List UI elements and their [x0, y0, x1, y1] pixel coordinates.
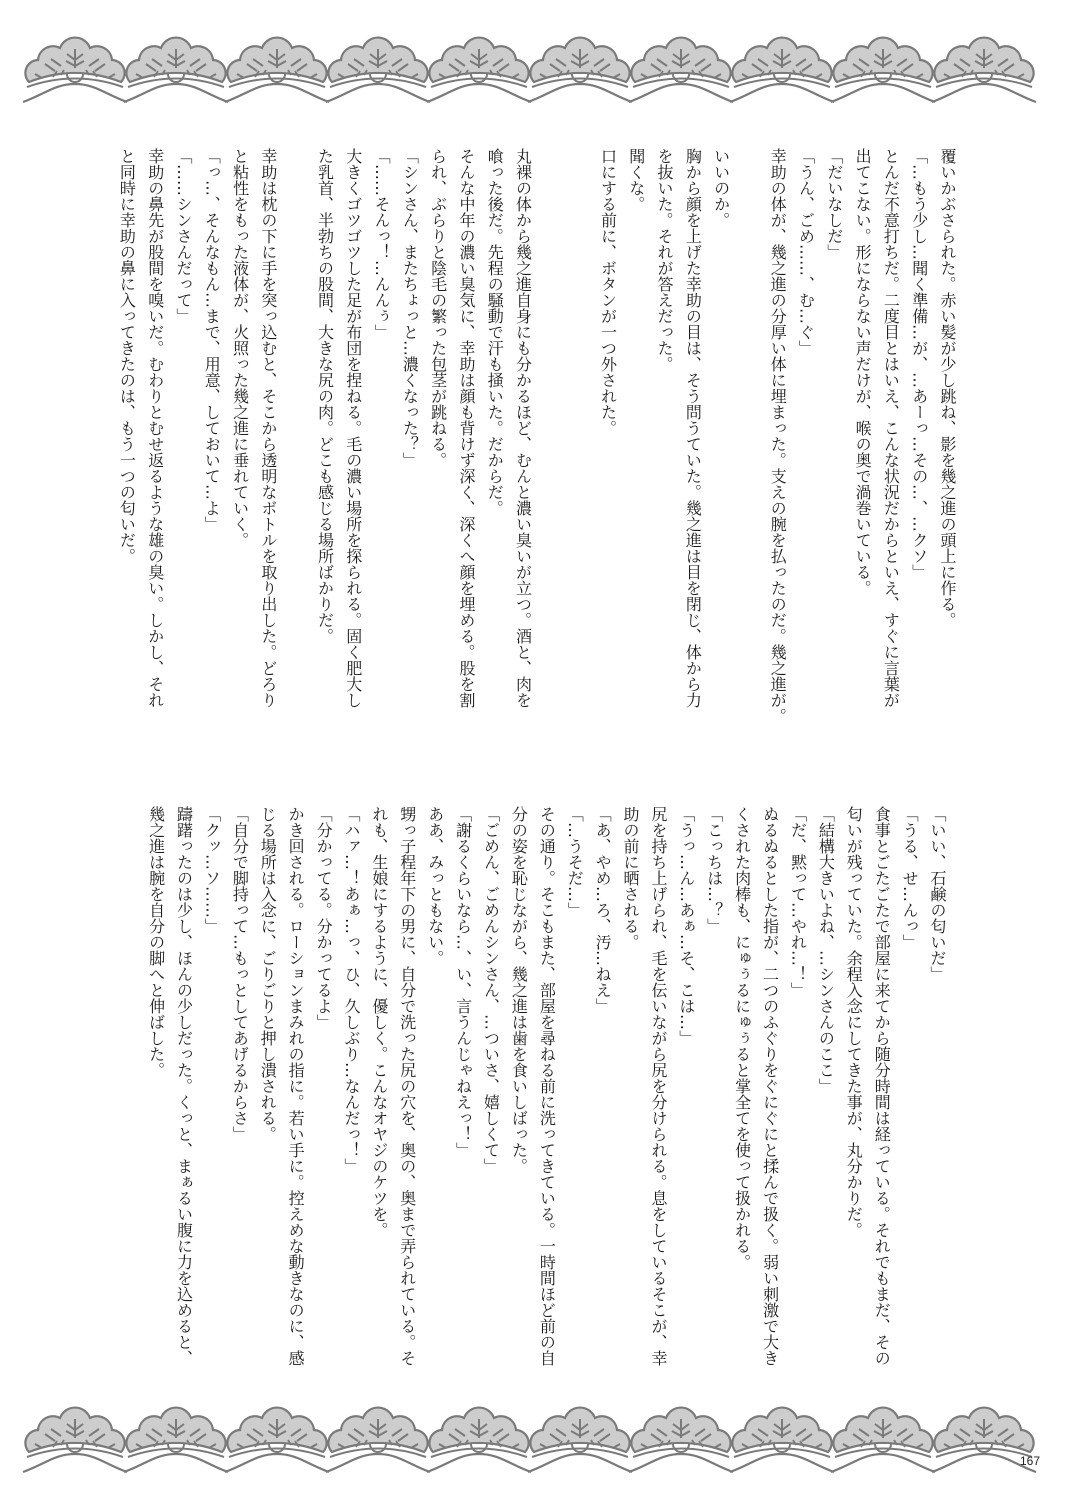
text-line: 出てこない。形にならない声だけが、喉の奥で渦巻いている。: [853, 148, 873, 596]
pine-wave-icon: [23, 1408, 127, 1472]
text-line: 「…うそだ…」: [565, 806, 585, 918]
text-line: 覆いかぶさられた。赤い髪が少し跳ね、影を幾之進の頭上に作る。: [938, 148, 957, 628]
text-line: 「ハァ…！あぁ…っ、ひ、久しぶり…なんだっ！」: [341, 806, 361, 1174]
text-line: 「っ…、そんなもん…まで、用意、しておいて…よ」: [202, 148, 222, 532]
pine-wave-icon: [23, 38, 127, 102]
text-tier-upper: [112, 148, 961, 724]
text-line: 「……シンさんだって」: [173, 148, 193, 324]
pine-wave-icon: [427, 1408, 531, 1472]
text-line: 「うん、ごめ……、む…ぐ」: [796, 148, 816, 356]
pine-wave-icon: [831, 1408, 935, 1472]
text-line: と粘性をもった液体が、火照った幾之進に垂れていく。: [230, 148, 250, 548]
text-line: 口にする前に、ボタンが一つ外された。: [598, 148, 618, 436]
pine-wave-ornament-bottom: [0, 1400, 1065, 1480]
text-tier-lower: [142, 806, 951, 1376]
text-line: 幸助の鼻先が股間を嗅いだ。むわりとむせ返るような雄の臭い。しかし、それ: [145, 148, 165, 708]
pine-wave-icon: [730, 38, 834, 102]
text-line: 丸裸の体から幾之進自身にも分かるほど、むんと濃い臭いが立つ。酒と、肉を: [513, 148, 533, 708]
text-line: 「結構大きいよね、…シンさんのここ」: [816, 806, 836, 1094]
text-line: [565, 148, 593, 718]
pine-wave-icon: [427, 38, 531, 102]
text-line: 躊躇ったのは少し、ほんの少しだった。くっと、まぁるい腹に力を込めると、: [174, 806, 194, 1366]
text-line: 「謝るくらいなら…、い、言うんじゃねえっ！」: [453, 806, 473, 1158]
text-line: 喰った後だ。先程の騒動で汗も掻いた。だからだ。: [485, 148, 505, 516]
text-line: 「……そんっ！…んんぅ」: [372, 148, 392, 340]
text-line: 「…もう少し…聞く準備…が、…あーっ…その…、…クソ」: [909, 148, 929, 580]
text-line: 聞くな。: [626, 148, 646, 212]
text-line: [537, 148, 565, 718]
text-line: 大きくゴツゴツした足が布団を捏ねる。毛の濃い場所を探られる。固く肥大し: [343, 148, 363, 708]
text-line: 尻を持ち上げられ、毛を伝いながら尻を分けられる。息をしているそこが、幸: [648, 806, 668, 1366]
text-line: 「クッ…ソ……」: [202, 806, 222, 934]
text-line: 匂いが残っていた。余程入念にしてきた事が、丸分かりだ。: [844, 806, 864, 1238]
text-line: 幸助は枕の下に手を突っ込むと、そこから透明なボトルを取り出した。どろり: [258, 148, 278, 708]
pine-wave-icon: [831, 38, 935, 102]
pine-wave-icon: [528, 1408, 632, 1472]
text-line: [735, 148, 763, 718]
pine-wave-icon: [225, 1408, 329, 1472]
pine-wave-icon: [124, 38, 228, 102]
text-line: 「自分で脚持って…もっとしてあげるからさ」: [230, 806, 250, 1142]
pine-wave-icon: [124, 1408, 228, 1472]
text-line: 「うっ…ん…あぁ…そ、こは…」: [676, 806, 696, 1046]
pine-wave-icon: [326, 38, 430, 102]
text-line: 「あ、やめ…ろ、汚…ねえ」: [593, 806, 613, 1014]
pine-wave-icon: [730, 1408, 834, 1472]
text-line: そんな中年の濃い臭気に、幸助は顔も背けず深く、深くへ顔を埋める。股を割: [456, 148, 476, 708]
text-line: とんだ不意打ちだ。二度目とはいえ、こんな状況だからといえ、すぐに言葉が: [881, 148, 901, 708]
text-line: 「こっちは…？」: [704, 806, 724, 934]
text-line: た乳首、半勃ちの股間、大きな尻の肉。どこも感じる場所ばかりだ。: [315, 148, 335, 644]
text-line: 甥っ子程年下の男に、自分で洗った尻の穴を、奥の、奥まで弄られている。そ: [397, 806, 417, 1366]
text-line: 分の姿を恥じながら、幾之進は歯を食いしばった。: [509, 806, 529, 1174]
pine-wave-icon: [932, 38, 1036, 102]
text-line: と同時に幸助の鼻に入ってきたのは、もう一つの匂いだ。: [117, 148, 137, 564]
text-line: [282, 148, 310, 718]
text-line: 胸から顔を上げた幸助の目は、そう問うていた。幾之進は目を閉じ、体から力: [683, 148, 703, 708]
text-line: 「いい、石鹸の匂いだ」: [928, 806, 947, 982]
page-number: 167: [1020, 1454, 1041, 1468]
text-line: 「だいなしだ」: [824, 148, 844, 260]
text-line: 幾之進は腕を自分の脚へと伸ばした。: [146, 806, 166, 1078]
text-line: を抜いた。それが答えだった。: [655, 148, 675, 372]
pine-wave-icon: [326, 1408, 430, 1472]
text-line: いいのか。: [711, 148, 731, 228]
text-line: ぬるぬるとした指が、二つのふぐりをぐにぐにと揉んで扱く。弱い刺激で大き: [760, 806, 780, 1366]
text-line: 「分かってる。分かってるよ」: [314, 806, 334, 1030]
pine-wave-icon: [629, 38, 733, 102]
text-line: られ、ぶらりと陰毛の繁った包茎が跳ねる。: [428, 148, 448, 468]
pine-wave-icon: [629, 1408, 733, 1472]
text-line: 食事とごたごたで部屋に来てから随分時間は経っている。それでもまだ、その: [872, 806, 892, 1366]
text-line: 「だ、黙って…やれ…！」: [788, 806, 808, 998]
text-line: 「うる、せ…んっ」: [900, 806, 920, 950]
text-line: くされた肉棒も、にゅぅるにゅぅると掌全てを使って扱かれる。: [732, 806, 752, 1270]
pine-wave-icon: [225, 38, 329, 102]
text-line: じる場所は入念に、ごりごりと押し潰される。: [258, 806, 278, 1142]
text-line: 「ごめん、ごめんシンさん、…ついさ、嬉しくて」: [481, 806, 501, 1174]
text-line: 「シンさん、またちょっと…濃くなった？」: [400, 148, 420, 468]
text-line: 幸助の体が、幾之進の分厚い体に埋まった。支えの腕を払ったのだ。幾之進が。: [768, 148, 788, 724]
text-line: その通り。そこもまた、部屋を尋ねる前に洗ってきている。一時間ほど前の自: [537, 806, 557, 1366]
text-line: ああ、みっともない。: [425, 806, 445, 966]
text-line: れも、生娘にするように、優しく。こんなオヤジのケツを。: [369, 806, 389, 1238]
text-line: 助の前に晒される。: [621, 806, 641, 950]
pine-wave-ornament-top: [0, 30, 1065, 110]
pine-wave-icon: [528, 38, 632, 102]
text-line: かき回される。ローションまみれの指に。若い手に。控えめな動きなのに、感: [286, 806, 306, 1366]
